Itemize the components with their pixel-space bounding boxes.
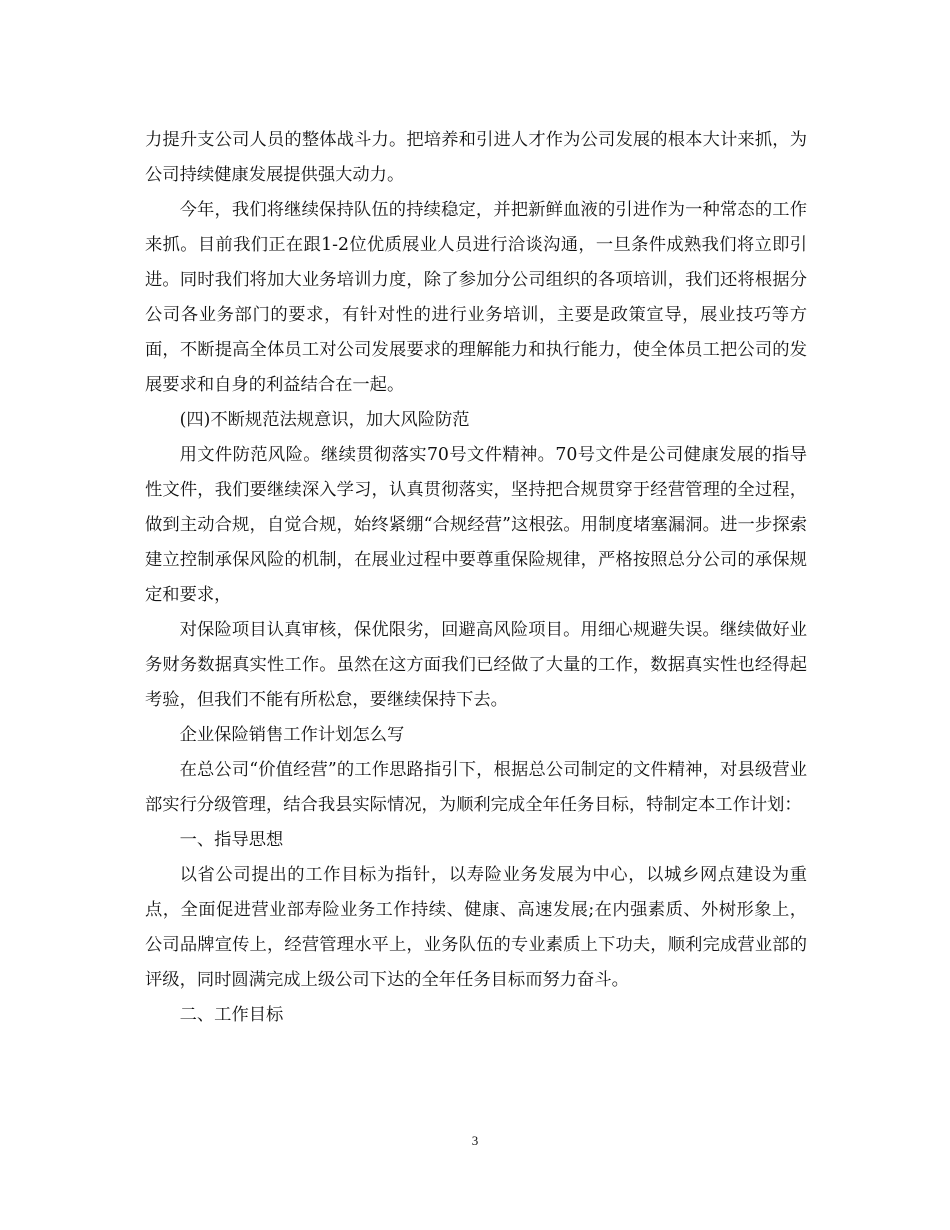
paragraph-5: 在总公司“价值经营”的工作思路指引下，根据总公司制定的文件精神，对县级营业部实行分级管理，结合我县实际情况，为顺利完成全年任务目标，特制定本工作计划： [145, 760, 807, 815]
paragraph-4: 对保险项目认真审核，保优限劣，回避高风险项目。用细心规避失误。继续做好业务财务数据真实性工作。虽然在这方面我们已经做了大量的工作，数据真实性也经得起考验，但我们不能有所松怠，要继续保持下去。 [145, 620, 807, 710]
heading-work-goals: 二、工作目标 [179, 1005, 284, 1025]
section-heading-4: (四)不断规范法规意识，加大风险防范 [179, 410, 470, 430]
page-number: 3 [471, 1133, 479, 1148]
document-body [145, 123, 807, 1033]
paragraph-2: 今年，我们将继续保持队伍的持续稳定，并把新鲜血液的引进作为一种常态的工作来抓。目前我们正在跟1-2位优质展业人员进行洽谈沟通，一旦条件成熟我们将立即引进。同时我们将加大业务培训力度，除了参加分公司组织的各项培训，我们还将根据分公司各业务部门的要求，有针对性的进行业务培训，主要是政策宣导，展业技巧等方面，不断提高全体员工对公司发展要求的理解能力和执行能力，使全体员工把公司的发展要求和自身的利益结合在一起。 [145, 200, 807, 395]
heading-guiding-ideology: 一、指导思想 [179, 830, 284, 850]
paragraph-1: 力提升支公司人员的整体战斗力。把培养和引进人才作为公司发展的根本大计来抓，为公司持续健康发展提供强大动力。 [145, 130, 807, 185]
paragraph-6: 以省公司提出的工作目标为指针，以寿险业务发展为中心，以城乡网点建设为重点，全面促进营业部寿险业务工作持续、健康、高速发展;在内强素质、外树形象上，公司品牌宣传上，经营管理水平上，业务队伍的专业素质上下功夫，顺利完成营业部的评级，同时圆满完成上级公司下达的全年任务目标而努力奋斗。 [145, 865, 807, 990]
section-title: 企业保险销售工作计划怎么写 [179, 725, 405, 745]
paragraph-3: 用文件防范风险。继续贯彻落实70号文件精神。70号文件是公司健康发展的指导性文件，我们要继续深入学习，认真贯彻落实，坚持把合规贯穿于经营管理的全过程，做到主动合规，自觉合规，始终紧绷“合规经营”这根弦。用制度堵塞漏洞。进一步探索建立控制承保风险的机制，在展业过程中要尊重保险规律，严格按照总分公司的承保规定和要求， [145, 445, 807, 605]
